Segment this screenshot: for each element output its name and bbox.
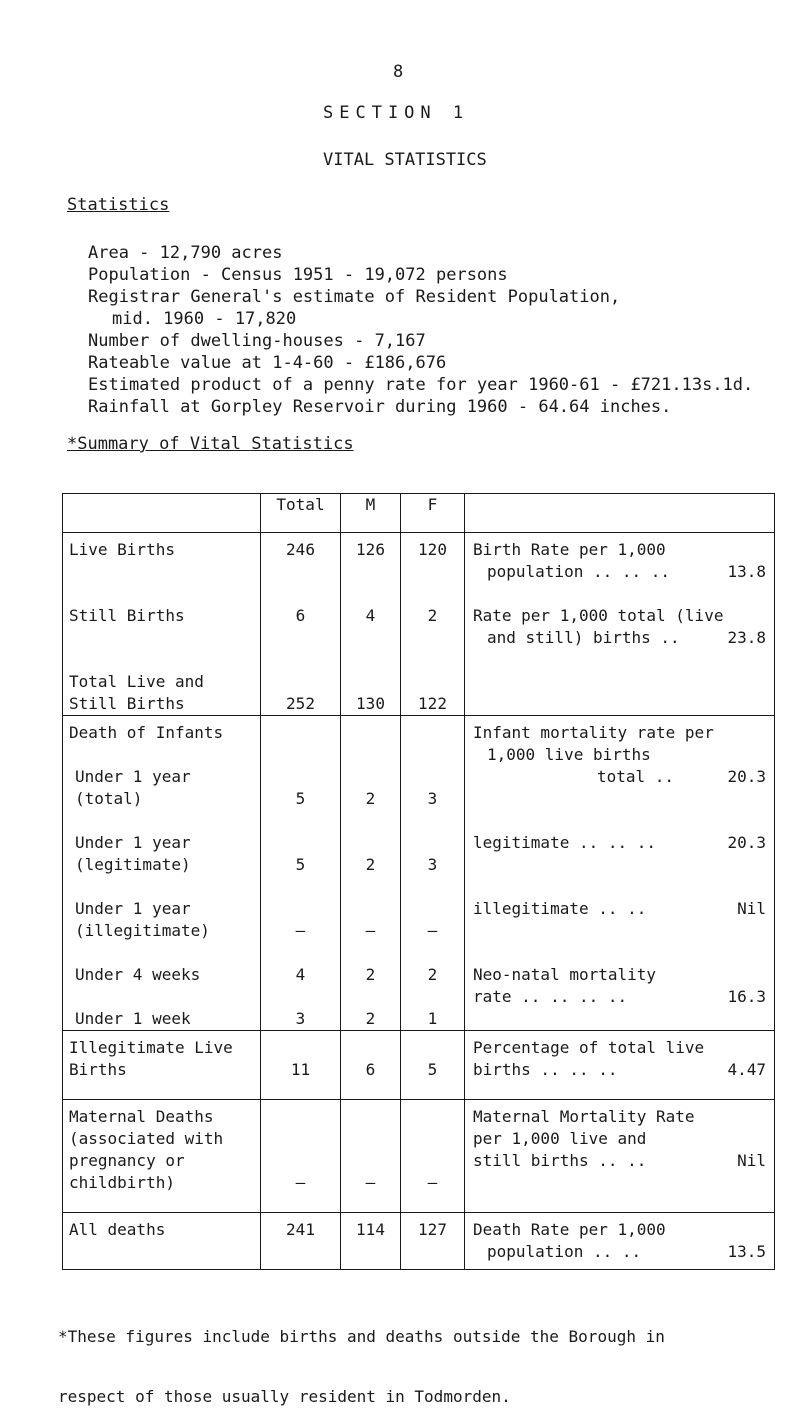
vital-statistics-table — [62, 493, 775, 1270]
table-row-maternal — [63, 1100, 775, 1213]
infants-total: 5 5 – 4 3 — [261, 716, 341, 1031]
births-labels: Live Births Still Births Total Live and Still Births — [63, 533, 261, 716]
stat-area: Area - 12,790 acres — [88, 243, 283, 263]
stat-population-census: Population - Census 1951 - 19,072 persons — [88, 265, 508, 285]
births-total: 246 6 252 — [261, 533, 341, 716]
infants-male: 2 2 – 2 2 — [341, 716, 401, 1031]
table-row-illegitimate — [63, 1031, 775, 1100]
illegitimate-female: 5 — [401, 1031, 465, 1100]
header-rates-blank — [465, 494, 775, 533]
table-row-infants — [63, 716, 775, 1031]
header-female: F — [401, 494, 465, 533]
table-header-row — [63, 494, 775, 533]
table-row-births — [63, 533, 775, 716]
footnote-line-1: *These figures include births and deaths outside the Borough in — [58, 1327, 665, 1346]
dash-mark — [261, 1172, 340, 1194]
dash-mark — [341, 1172, 400, 1194]
dash-mark — [261, 920, 340, 942]
stat-registrar-estimate: Registrar General's estimate of Resident Population, — [88, 287, 621, 307]
footnote-line-2: respect of those usually resident in Todmorden. — [58, 1387, 511, 1406]
illegitimate-total: 11 — [261, 1031, 341, 1100]
all-deaths-total: 241 — [261, 1213, 341, 1270]
all-deaths-female: 127 — [401, 1213, 465, 1270]
all-deaths-male: 114 — [341, 1213, 401, 1270]
dash-mark — [341, 920, 400, 942]
section-title: SECTION 1 — [323, 103, 470, 123]
maternal-label: Maternal Deaths (associated with pregnancy or childbirth) — [63, 1100, 261, 1213]
stat-penny-rate: Estimated product of a penny rate for year 1960-61 - £721.13s.1d. — [88, 375, 754, 395]
infants-labels: Death of Infants Under 1 year (total) Under 1 year (legitimate) Under 1 year (illegitimate) Under 4 weeks Under 1 week — [63, 716, 261, 1031]
page-number: 8 — [393, 62, 404, 82]
dash-mark — [401, 1172, 464, 1194]
illegitimate-rate: Percentage of total live births .. .. .. 4.47 — [465, 1031, 775, 1100]
all-deaths-label: All deaths — [63, 1213, 261, 1270]
stat-rateable-value: Rateable value at 1-4-60 - £186,676 — [88, 353, 447, 373]
infants-rates: Infant mortality rate per 1,000 live births total .. 20.3 legitimate .. .. .. 20.3 illegitimate .. .. Nil Neo-natal mortality rate .. .. .. .. 16.3 — [465, 716, 775, 1031]
statistics-heading: Statistics — [67, 195, 170, 215]
table-row-all-deaths — [63, 1213, 775, 1270]
dash-mark — [401, 920, 464, 942]
births-female: 120 2 122 — [401, 533, 465, 716]
maternal-rate: Maternal Mortality Rate per 1,000 live and still births .. .. Nil — [465, 1100, 775, 1213]
infants-female: 3 3 – 2 1 — [401, 716, 465, 1031]
maternal-total — [261, 1100, 341, 1213]
stat-dwelling-houses: Number of dwelling-houses - 7,167 — [88, 331, 426, 351]
maternal-male — [341, 1100, 401, 1213]
illegitimate-male: 6 — [341, 1031, 401, 1100]
births-rates: Birth Rate per 1,000 population .. .. .. 13.8 Rate per 1,000 total (live and still) births .. 23.8 — [465, 533, 775, 716]
maternal-female — [401, 1100, 465, 1213]
stat-registrar-estimate-value: mid. 1960 - 17,820 — [112, 309, 297, 329]
section-heading: VITAL STATISTICS — [323, 150, 487, 170]
header-male: M — [341, 494, 401, 533]
births-male: 126 4 130 — [341, 533, 401, 716]
illegitimate-label: Illegitimate Live Births — [63, 1031, 261, 1100]
header-total: Total — [261, 494, 341, 533]
all-deaths-rate: Death Rate per 1,000 population .. .. 13.5 — [465, 1213, 775, 1270]
footnote — [58, 1287, 665, 1427]
summary-heading: *Summary of Vital Statistics — [67, 434, 354, 454]
header-blank — [63, 494, 261, 533]
stat-rainfall: Rainfall at Gorpley Reservoir during 1960 - 64.64 inches. — [88, 397, 672, 417]
